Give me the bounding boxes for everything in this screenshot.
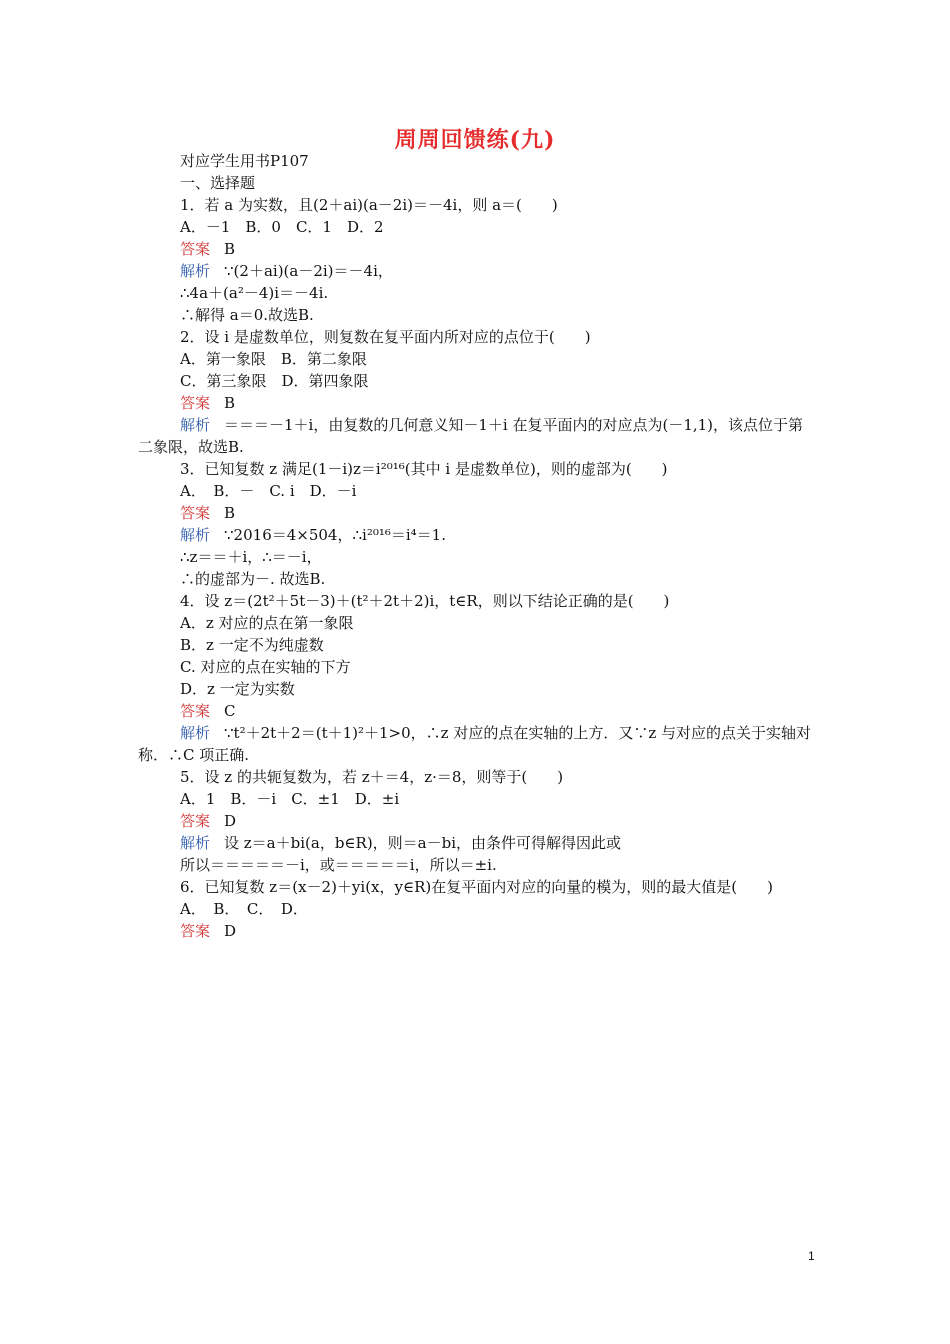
analysis-text: 设 z＝a＋bi(a，b∈R)，则＝a－bi，由条件可得解得因此或 bbox=[224, 834, 622, 852]
answer-value: B bbox=[224, 504, 236, 522]
analysis-label: 解析 bbox=[180, 262, 211, 280]
q5-analysis-line2: 所以＝＝＝＝＝－i，或＝＝＝＝＝i，所以＝±i. bbox=[180, 856, 497, 874]
q2-answer bbox=[138, 392, 818, 414]
q3-analysis-line2: ∴z＝＝＋i，∴＝－i， bbox=[180, 548, 322, 566]
q4-option-d: D．z 一定为实数 bbox=[180, 680, 295, 698]
page-title: 周周回馈练(九) bbox=[394, 127, 556, 153]
q3-stem: 3．已知复数 z 满足(1－i)z＝i²⁰¹⁶(其中 i 是虚数单位)，则的虚部为( ) bbox=[180, 460, 668, 478]
q3-answer bbox=[138, 502, 818, 524]
q6-answer bbox=[138, 920, 818, 942]
answer-value: B bbox=[224, 394, 236, 412]
q1-options: A．－1 B．0 C．1 D．2 bbox=[180, 218, 384, 236]
q3-options: A． B．－ C. i D．－i bbox=[180, 482, 357, 500]
analysis-label: 解析 bbox=[180, 416, 211, 434]
answer-value: D bbox=[224, 812, 237, 830]
q6-stem bbox=[138, 876, 818, 898]
q6-stem-text: 6．已知复数 z＝(x－2)＋yi(x，y∈R)在复平面内对应的向量的模为，则的最大值是( ) bbox=[180, 878, 773, 896]
q1-analysis bbox=[138, 260, 818, 282]
q1-answer bbox=[138, 238, 818, 260]
q5-options: A．1 B．－i C．±1 D．±i bbox=[180, 790, 400, 808]
analysis-text: ∵(2＋ai)(a－2i)＝－4i， bbox=[224, 262, 393, 280]
document-body bbox=[138, 150, 818, 942]
answer-label: 答案 bbox=[180, 504, 211, 522]
page-number: 1 bbox=[808, 1249, 815, 1263]
q2-options-line2: C．第三象限 D．第四象限 bbox=[180, 372, 369, 390]
q4-option-b: B．z 一定不为纯虚数 bbox=[180, 636, 324, 654]
q3-analysis bbox=[138, 524, 818, 546]
q2-options-line1: A．第一象限 B．第二象限 bbox=[180, 350, 367, 368]
q1-stem: 1．若 a 为实数，且(2＋ai)(a－2i)＝－4i，则 a＝( ) bbox=[180, 196, 558, 214]
q5-answer bbox=[138, 810, 818, 832]
analysis-text: ∵t²＋2t＋2＝(t＋1)²＋1>0，∴z 对应的点在实轴的上方．又∵z 与对应的点关于实轴对称．∴C 项正确. bbox=[138, 724, 812, 764]
analysis-text: ∵2016＝4×504，∴i²⁰¹⁶＝i⁴＝1. bbox=[224, 526, 446, 544]
analysis-label: 解析 bbox=[180, 526, 211, 544]
q1-analysis-line2: ∴4a＋(a²－4)i＝－4i. bbox=[180, 284, 329, 302]
q5-analysis bbox=[138, 832, 818, 854]
answer-label: 答案 bbox=[180, 702, 211, 720]
analysis-label: 解析 bbox=[180, 724, 211, 742]
analysis-text: ＝＝＝－1＋i，由复数的几何意义知－1＋i 在复平面内的对应点为(－1,1)，该点位于第二象限，故选B. bbox=[138, 416, 804, 456]
q4-option-a: A．z 对应的点在第一象限 bbox=[180, 614, 354, 632]
q2-analysis bbox=[138, 414, 818, 458]
q1-analysis-line3: ∴解得 a＝0.故选B. bbox=[180, 306, 314, 324]
analysis-label: 解析 bbox=[180, 834, 211, 852]
book-reference: 对应学生用书P107 bbox=[180, 152, 309, 170]
answer-label: 答案 bbox=[180, 394, 211, 412]
q6-options: A． B． C． D． bbox=[180, 900, 308, 918]
q4-option-c: C. 对应的点在实轴的下方 bbox=[180, 658, 351, 676]
answer-value: D bbox=[224, 922, 237, 940]
q4-answer bbox=[138, 700, 818, 722]
q5-stem: 5．设 z 的共轭复数为，若 z＋＝4，z·＝8，则等于( ) bbox=[180, 768, 564, 786]
answer-label: 答案 bbox=[180, 922, 211, 940]
answer-value: B bbox=[224, 240, 236, 258]
q3-analysis-line3: ∴的虚部为－. 故选B. bbox=[180, 570, 326, 588]
q4-stem: 4．设 z＝(2t²＋5t－3)＋(t²＋2t＋2)i，t∈R，则以下结论正确的是( ) bbox=[180, 592, 670, 610]
answer-label: 答案 bbox=[180, 240, 211, 258]
q2-stem: 2．设 i 是虚数单位，则复数在复平面内所对应的点位于( ) bbox=[180, 328, 591, 346]
section-heading: 一、选择题 bbox=[180, 174, 256, 192]
answer-value: C bbox=[224, 702, 236, 720]
answer-label: 答案 bbox=[180, 812, 211, 830]
q4-analysis bbox=[138, 722, 818, 766]
